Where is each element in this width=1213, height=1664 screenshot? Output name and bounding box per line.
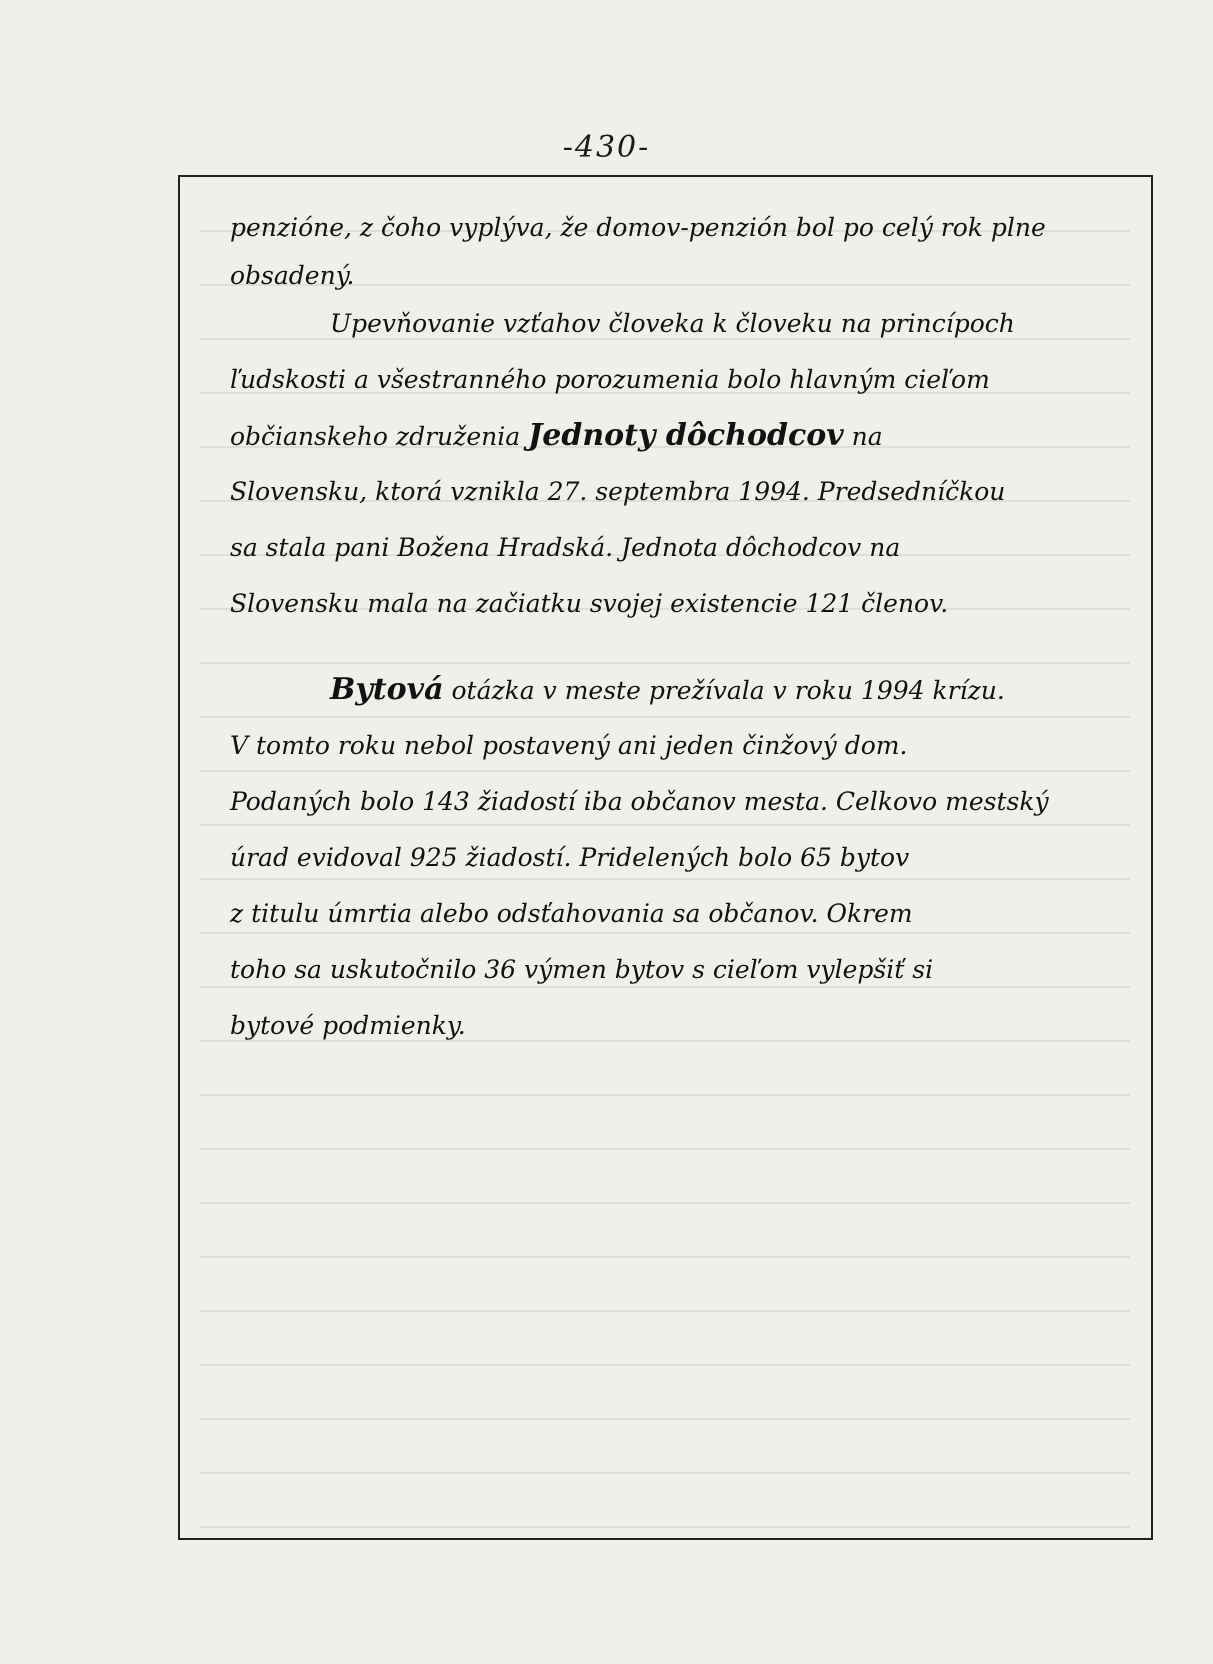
text-line	[230, 408, 1110, 464]
text-line: úrad evidoval 925 žiadostí. Pridelených bolo 65 bytov	[230, 843, 910, 872]
text-line: Slovensku, ktorá vznikla 27. septembra 1994. Predsedníčkou	[230, 477, 1006, 506]
organization-name: Jednoty dôchodcov	[528, 418, 844, 453]
paragraph-3	[230, 662, 1110, 1054]
paragraph-2	[230, 296, 1110, 632]
page-number: -430-	[562, 130, 651, 165]
text-line: Podaných bolo 143 žiadostí iba občanov mesta. Celkovo mestský	[230, 787, 1049, 816]
text-line: penzióne, z čoho vyplýva, že domov-penzión bol po celý rok plne	[230, 213, 1046, 242]
text-line: ľudskosti a všestranného porozumenia bolo hlavným cieľom	[230, 365, 990, 394]
text-line	[230, 662, 1110, 718]
text-fragment: na	[851, 422, 883, 451]
text-line: toho sa uskutočnilo 36 výmen bytov s cieľom vylepšiť si	[230, 955, 934, 984]
text-line: obsadený.	[230, 261, 355, 290]
handwritten-text-block	[230, 200, 1110, 1054]
text-line: V tomto roku nebol postavený ani jeden činžový dom.	[230, 731, 908, 760]
section-keyword: Bytová	[330, 672, 444, 707]
text-line: Slovensku mala na začiatku svojej existencie 121 členov.	[230, 589, 949, 618]
text-line: z titulu úmrtia alebo odsťahovania sa občanov. Okrem	[230, 899, 913, 928]
text-fragment: občianskeho združenia	[230, 422, 521, 451]
text-fragment: otázka v meste prežívala v roku 1994 krízu.	[451, 676, 1005, 705]
paragraph-gap	[230, 632, 1110, 662]
text-line: bytové podmienky.	[230, 1011, 466, 1040]
text-line: sa stala pani Božena Hradská. Jednota dôchodcov na	[230, 533, 901, 562]
text-line: Upevňovanie vzťahov človeka k človeku na princípoch	[330, 309, 1015, 338]
paragraph-1	[230, 200, 1110, 296]
